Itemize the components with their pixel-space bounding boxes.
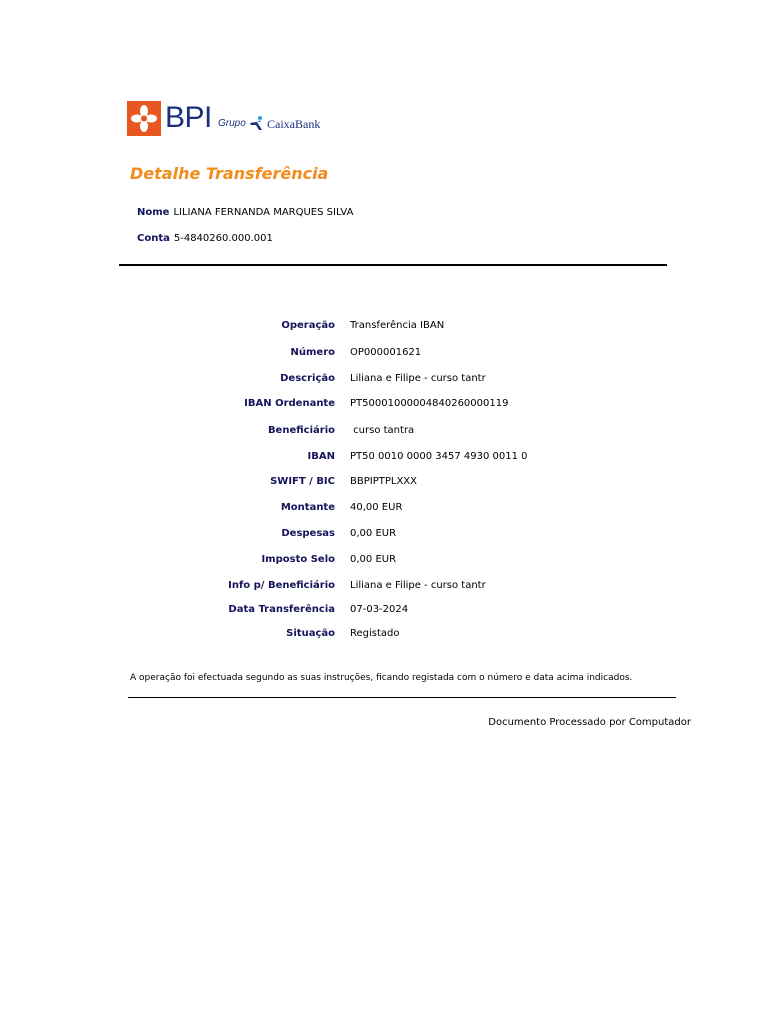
detail-label: Descrição — [280, 373, 335, 384]
bottom-divider — [128, 697, 676, 698]
detail-value: Registado — [350, 628, 400, 639]
detail-label: Despesas — [281, 528, 335, 539]
holder-name-label: Nome — [137, 207, 170, 218]
detail-label: Info p/ Beneficiário — [228, 580, 335, 591]
bpi-wordmark: BPI — [165, 101, 212, 134]
detail-value: Liliana e Filipe - curso tantr — [350, 373, 486, 384]
detail-value: 0,00 EUR — [350, 528, 397, 539]
detail-value: curso tantra — [350, 425, 415, 436]
detail-label: Operação — [281, 320, 335, 331]
detail-label: Situação — [286, 628, 335, 639]
bpi-star-flower-icon — [127, 101, 161, 136]
detail-value: 0,00 EUR — [350, 554, 397, 565]
detail-value: PT50001000004840260000119 — [350, 398, 509, 409]
grupo-label: Grupo — [218, 118, 246, 129]
account-value: 5-4840260.000.001 — [173, 233, 273, 244]
holder-name-row — [137, 207, 353, 218]
detail-value: 07-03-2024 — [350, 604, 409, 615]
detail-value: BBPIPTPLXXX — [350, 476, 417, 487]
caixabank-wordmark: CaixaBank — [267, 117, 321, 131]
detail-label: SWIFT / BIC — [270, 476, 335, 487]
top-divider — [119, 264, 667, 266]
detail-value: Transferência IBAN — [350, 320, 445, 331]
detail-label: Data Transferência — [228, 604, 335, 615]
account-label: Conta — [137, 233, 170, 244]
detail-label: Montante — [280, 502, 335, 513]
detail-value: PT50 0010 0000 3457 4930 0011 0 — [350, 451, 528, 462]
caixabank-star-icon — [248, 114, 266, 132]
detail-value: OP000001621 — [350, 347, 422, 358]
detail-label: IBAN — [307, 451, 335, 462]
bpi-caixabank-logo — [127, 101, 327, 137]
page-title: Detalhe Transferência — [130, 164, 329, 183]
detail-value: Liliana e Filipe - curso tantr — [350, 580, 486, 591]
detail-value: 40,00 EUR — [350, 502, 403, 513]
confirmation-note: A operação foi efectuada segundo as suas instruções, ficando registada com o número e data acima indicados. — [130, 673, 633, 683]
holder-name-value: LILIANA FERNANDA MARQUES SILVA — [173, 207, 354, 218]
detail-label: Número — [290, 347, 335, 358]
processed-by-note: Documento Processado por Computador — [488, 717, 691, 728]
detail-label: IBAN Ordenante — [244, 398, 335, 409]
account-row — [137, 233, 273, 244]
detail-label: Beneficiário — [267, 425, 335, 436]
detail-label: Imposto Selo — [261, 554, 335, 565]
